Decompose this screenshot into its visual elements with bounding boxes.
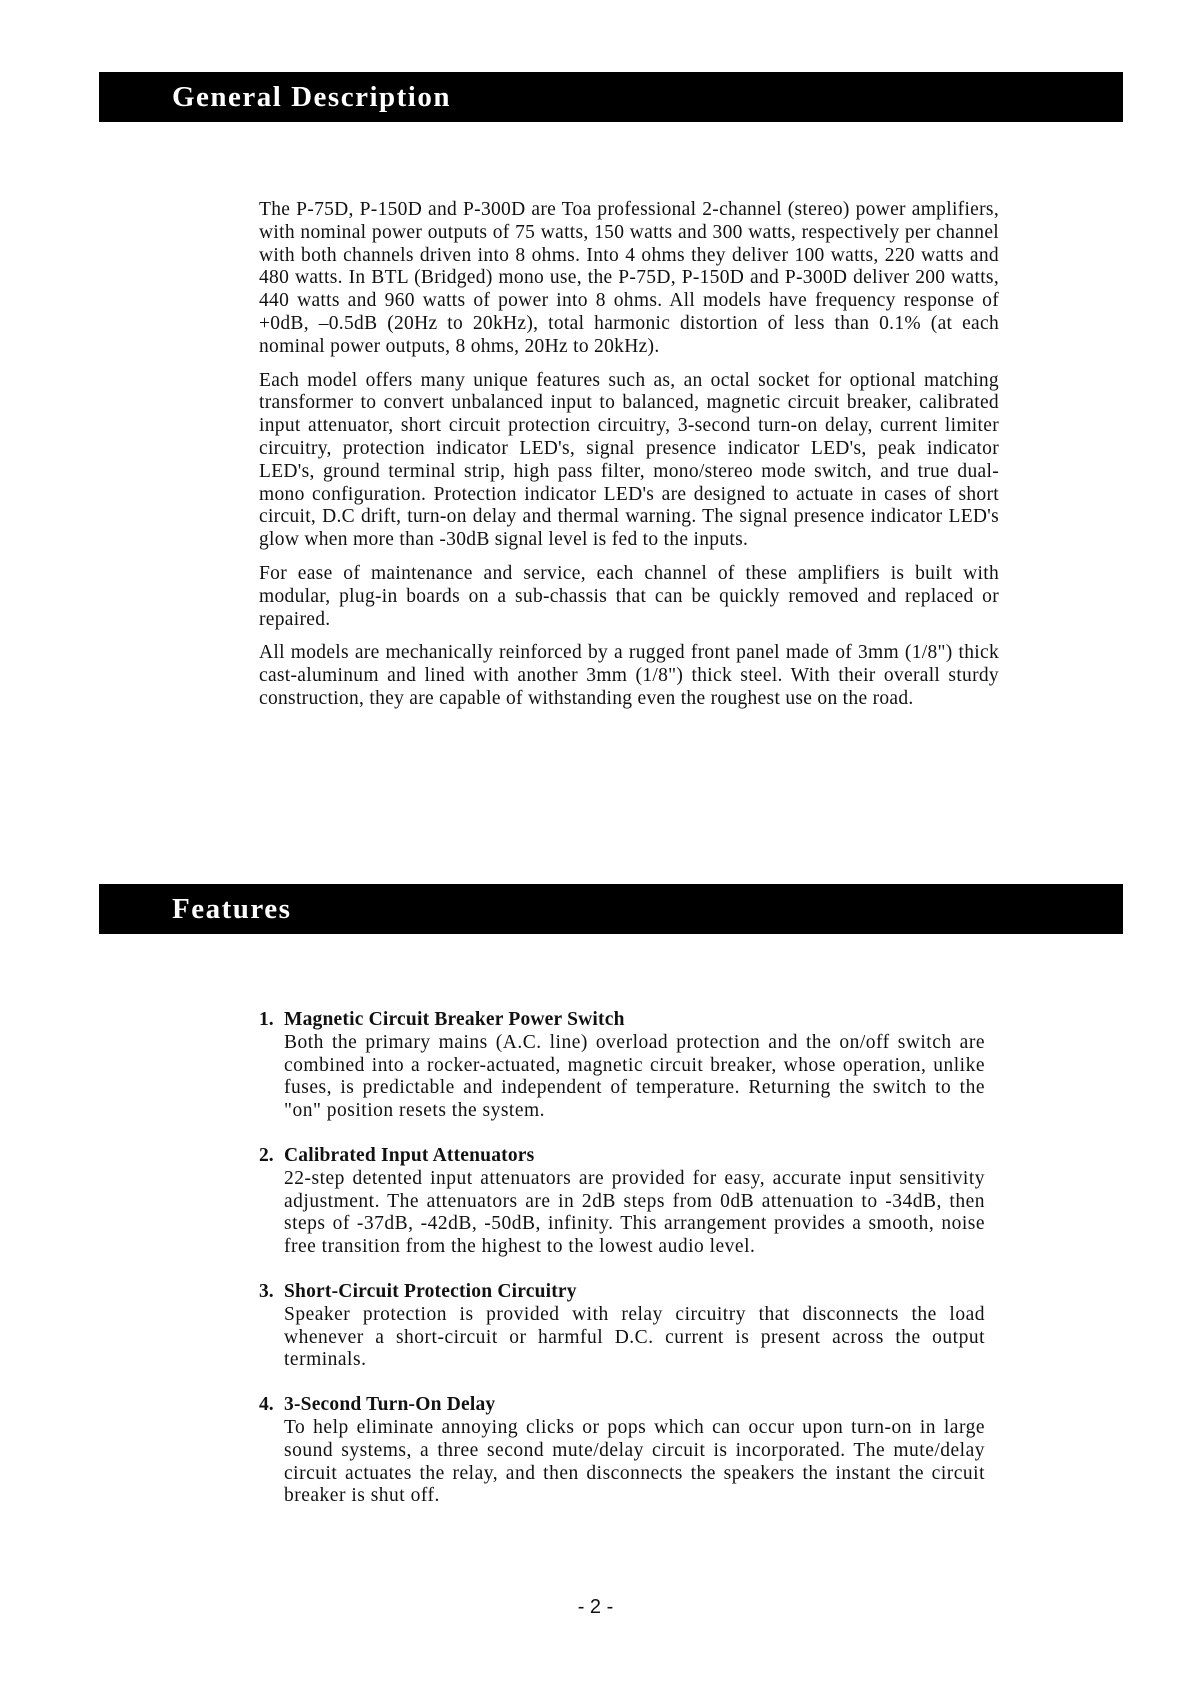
- feature-title: Calibrated Input Attenuators: [284, 1144, 535, 1166]
- feature-body: To help eliminate annoying clicks or pops which can occur upon turn-on in large sound systems, a three second mute/delay circuit is incorporated. The mute/delay circuit actuates the relay, and then disconnects the speakers the instant the circuit breaker is shut off.: [284, 1416, 985, 1507]
- general-description-body: [259, 199, 999, 722]
- feature-number: 4.: [259, 1394, 274, 1416]
- feature-number: 1.: [259, 1009, 274, 1030]
- feature-number: 2.: [259, 1144, 274, 1166]
- feature-title: Magnetic Circuit Breaker Power Switch: [284, 1009, 625, 1030]
- feature-item: [259, 1281, 985, 1372]
- page-number: - 2 -: [577, 1596, 614, 1618]
- feature-title: 3-Second Turn-On Delay: [284, 1394, 496, 1416]
- feature-number: 3.: [259, 1280, 274, 1302]
- description-paragraph: For ease of maintenance and service, each channel of these amplifiers is built with modular, plug-in boards on a sub-chassis that can be quickly removed and replaced or repaired.: [259, 562, 999, 630]
- description-paragraph: All models are mechanically reinforced by a rugged front panel made of 3mm (1/8") thick cast-aluminum and lined with another 3mm (1/8") thick steel. With their overall sturdy construction, they are capable of withstanding even the roughest use on the road.: [259, 642, 999, 709]
- general-description-header: [99, 72, 1123, 122]
- feature-item: [259, 1394, 985, 1508]
- feature-body: Speaker protection is provided with relay circuitry that disconnects the load whenever a short-circuit or harmful D.C. current is present across the output terminals.: [284, 1303, 985, 1371]
- feature-body: Both the primary mains (A.C. line) overload protection and the on/off switch are combined into a rocker-actuated, magnetic circuit breaker, whose operation, unlike fuses, is predictable and independent of temperature. Returning the switch to the "on" position resets the system.: [284, 1031, 985, 1122]
- description-paragraph: Each model offers many unique features such as, an octal socket for optional matching transformer to convert unbalanced input to balanced, magnetic circuit breaker, calibrated input attenuator, short circuit protection circuitry, 3-second turn-on delay, current limiter circuitry, protection indicator LED's, signal presence indicator LED's, peak indicator LED's, ground terminal strip, high pass filter, mono/stereo mode switch, and true dual-mono configuration. Protection indicator LED's are designed to actuate in cases of short circuit, D.C drift, turn-on delay and thermal warning. The signal presence indicator LED's glow when more than -30dB signal level is fed to the inputs.: [259, 369, 999, 551]
- general-description-heading: General Description: [172, 80, 451, 113]
- feature-title: Short-Circuit Protection Circuitry: [284, 1280, 577, 1302]
- features-list: [259, 1009, 985, 1530]
- feature-body: 22-step detented input attenuators are provided for easy, accurate input sensitivity adjustment. The attenuators are in 2dB steps from 0dB attenuation to -34dB, then steps of -37dB, -42dB, -50dB, infinity. This arrangement provides a smooth, noise free transition from the highest to the lowest audio level.: [284, 1167, 985, 1258]
- feature-item: [259, 1009, 985, 1123]
- feature-item: [259, 1145, 985, 1259]
- features-heading: Features: [172, 892, 292, 925]
- description-paragraph: The P-75D, P-150D and P-300D are Toa professional 2-channel (stereo) power amplifiers, with nominal power outputs of 75 watts, 150 watts and 300 watts, respectively per channel with both channels driven into 8 ohms. Into 4 ohms they deliver 100 watts, 220 watts and 480 watts. In BTL (Bridged) mono use, the P-75D, P-150D and P-300D deliver 200 watts, 440 watts and 960 watts of power into 8 ohms. All models have frequency response of +0dB, –0.5dB (20Hz to 20kHz), total harmonic distortion of less than 0.1% (at each nominal power outputs, 8 ohms, 20Hz to 20kHz).: [259, 199, 999, 357]
- features-header: [99, 884, 1123, 934]
